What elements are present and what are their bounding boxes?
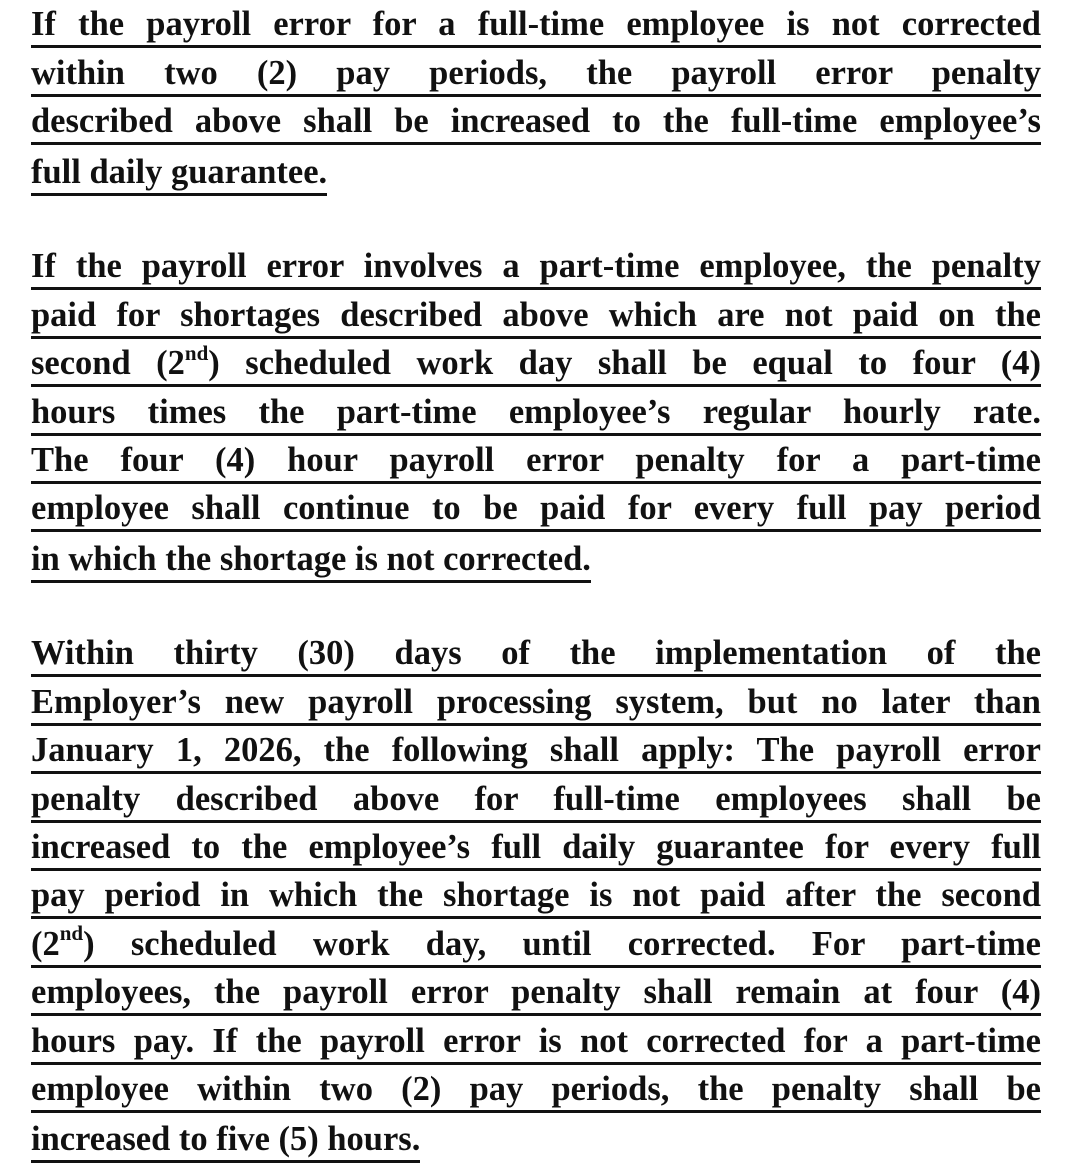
line-text: employee within two (2) pay periods, the penalty shall be [31, 1069, 1041, 1108]
line-text: increased to five (5) hours. [31, 1119, 420, 1163]
text-line [31, 871, 1041, 919]
line-text: hours times the part-time employee’s regular hourly rate. [31, 392, 1041, 431]
line-text: Within thirty (30) days of the implementation of the [31, 634, 1041, 673]
paragraph-gap [31, 581, 1041, 629]
line-text: in which the shortage is not corrected. [31, 539, 591, 583]
paragraph-1 [31, 0, 1041, 194]
text-line [31, 532, 1041, 580]
line-text: hours pay. If the payroll error is not corrected for a part-time [31, 1021, 1041, 1060]
line-text: penalty described above for full-time employees shall be [31, 779, 1041, 818]
ordinal-superscript: nd [184, 340, 209, 365]
ordinal-superscript: nd [59, 921, 84, 946]
paragraph-2 [31, 242, 1041, 581]
text-line [31, 0, 1041, 48]
line-text: employee shall continue to be paid for every full pay period [31, 489, 1041, 528]
line-text: The four (4) hour payroll error penalty for a part-time [31, 440, 1041, 479]
line-text: within two (2) pay periods, the payroll error penalty [31, 53, 1041, 92]
text-line [31, 242, 1041, 290]
text-line [31, 145, 1041, 193]
text-line [31, 774, 1041, 822]
text-line [31, 436, 1041, 484]
text-line [31, 1016, 1041, 1064]
text-line [31, 1065, 1041, 1113]
text-line [31, 387, 1041, 435]
text-line [31, 677, 1041, 725]
line-text: described above shall be increased to the full-time employee’s [31, 102, 1041, 141]
line-text: (2nd) scheduled work day, until corrected. For part-time [31, 921, 1041, 963]
text-line [31, 919, 1041, 967]
paragraph-3 [31, 629, 1041, 1161]
line-text: If the payroll error for a full-time employee is not corrected [31, 5, 1041, 44]
text-line [31, 484, 1041, 532]
line-text: pay period in which the shortage is not paid after the second [31, 876, 1041, 915]
text-line [31, 726, 1041, 774]
line-text: If the payroll error involves a part-time employee, the penalty [31, 247, 1041, 286]
document-page [31, 0, 1041, 1161]
line-text: Employer’s new payroll processing system, but no later than [31, 682, 1041, 721]
line-text: full daily guarantee. [31, 152, 327, 196]
line-text: paid for shortages described above which are not paid on the [31, 295, 1041, 334]
text-line [31, 48, 1041, 96]
line-text: January 1, 2026, the following shall apply: The payroll error [31, 731, 1041, 770]
paragraph-gap [31, 194, 1041, 242]
text-line [31, 1113, 1041, 1161]
text-line [31, 968, 1041, 1016]
text-line [31, 339, 1041, 387]
text-line [31, 629, 1041, 677]
text-line [31, 290, 1041, 338]
text-line [31, 97, 1041, 145]
line-text: second (2nd) scheduled work day shall be equal to four (4) [31, 340, 1041, 383]
line-text: employees, the payroll error penalty shall remain at four (4) [31, 973, 1041, 1012]
text-line [31, 823, 1041, 871]
line-text: increased to the employee’s full daily guarantee for every full [31, 828, 1041, 867]
